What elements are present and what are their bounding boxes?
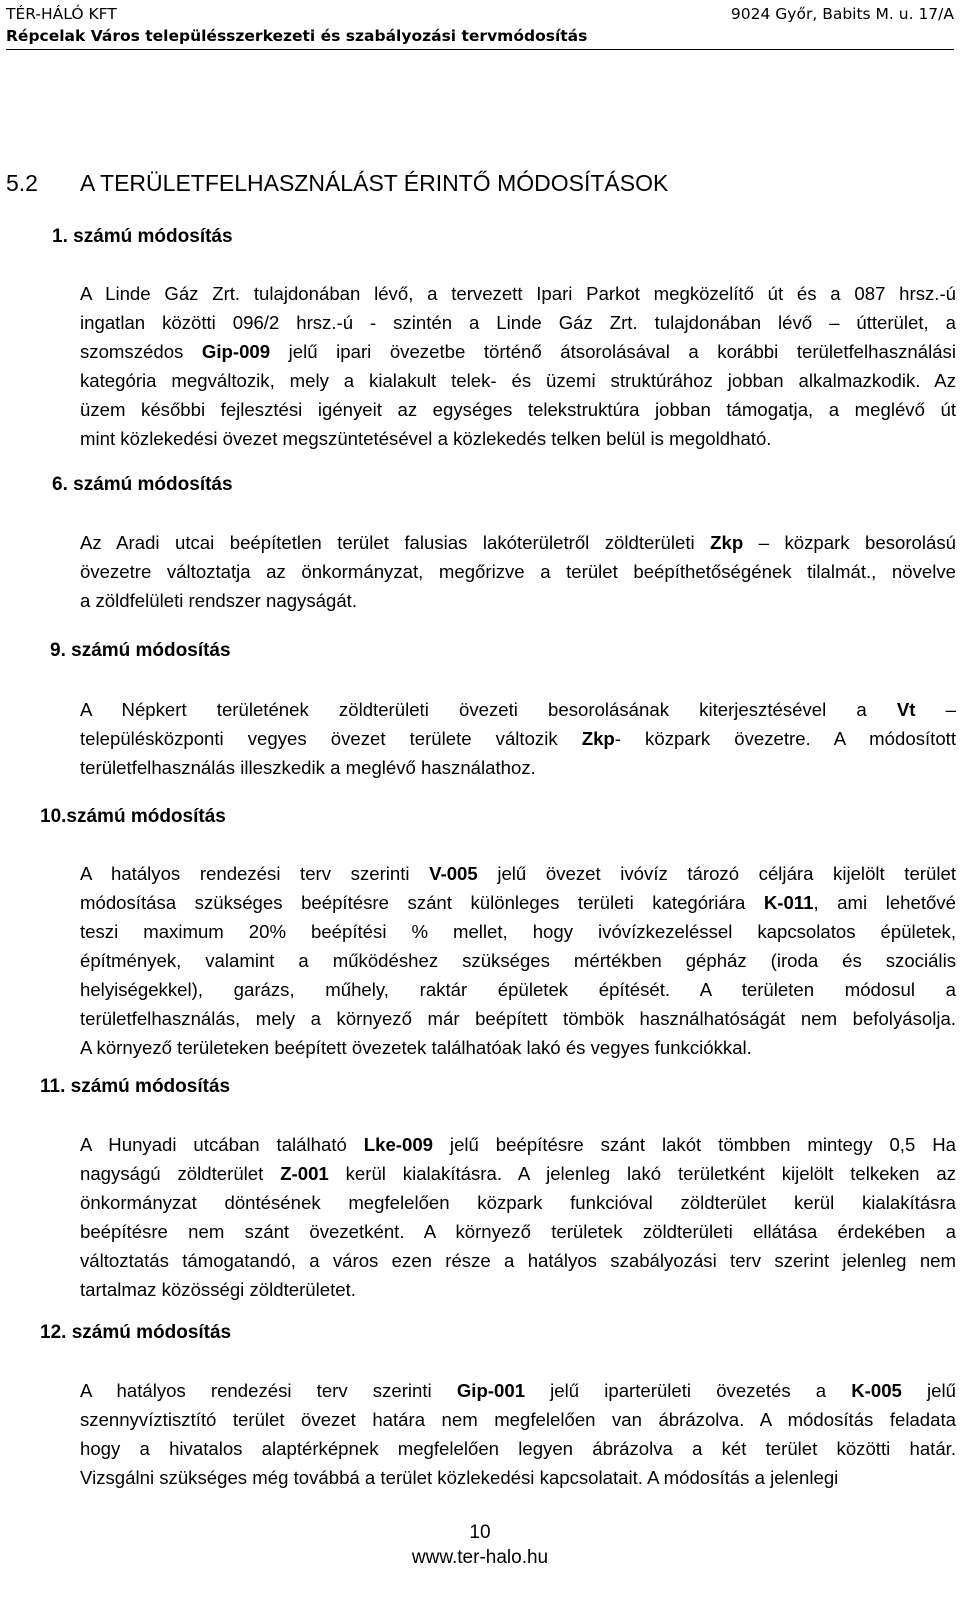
line-text: kategória megváltozik, mely a kialakult telek- és üzemi struktúrához jobban alkalmazkodik. Az (80, 370, 956, 391)
mod6-body (80, 528, 956, 615)
zone-code: Gip-009 (201, 341, 271, 362)
paragraph-line (80, 557, 956, 586)
line-text: szomszédos (80, 341, 202, 362)
line-text: ingatlan közötti 096/2 hrsz.-ú - szintén a Linde Gáz Zrt. tulajdonában lévő – útterület, a (80, 312, 956, 333)
paragraph-line (80, 1376, 956, 1405)
paragraph-line (80, 337, 956, 366)
company-address: 9024 Győr, Babits M. u. 17/A (730, 5, 954, 23)
line-text: területfelhasználás illeszkedik a meglévő használathoz. (80, 757, 536, 778)
paragraph-line (80, 366, 956, 395)
line-text: jelű övezet ivóvíz tározó céljára kijelölt terület (477, 863, 956, 884)
line-text: a zöldfelületi rendszer nagyságát. (80, 590, 358, 611)
mod11-body (80, 1130, 956, 1304)
line-text: A Linde Gáz Zrt. tulajdonában lévő, a tervezett Ipari Parkot megközelítő út és a 087 hrsz.-ú (80, 283, 956, 304)
line-text: A hatályos rendezési terv szerinti (80, 863, 430, 884)
footer-website: www.ter-halo.hu (411, 1547, 549, 1568)
zone-code: V-005 (429, 863, 478, 884)
mod1-title: 1. számú módosítás (52, 226, 233, 247)
line-text: építmények, valamint a működéshez szükséges mértékben gépház (iroda és szociális (80, 950, 956, 971)
section-number: 5.2 (6, 170, 38, 196)
line-text: hogy a hivatalos alaptérképnek megfelelően legyen ábrázolva a két terület közötti határ. (80, 1438, 956, 1459)
paragraph-line (80, 1033, 956, 1062)
line-text: Az Aradi utcai beépítetlen terület falusias lakóterületről zöldterületi (80, 532, 711, 553)
paragraph-line (80, 1159, 956, 1188)
line-text: Vizsgálni szükséges még továbbá a terület közlekedési kapcsolatait. A módosítás a jelenlegi (80, 1467, 839, 1488)
line-text: A Hunyadi utcában található (80, 1134, 364, 1155)
paragraph-line (80, 975, 956, 1004)
paragraph-line (80, 308, 956, 337)
mod12-body (80, 1376, 956, 1492)
paragraph-line (80, 888, 956, 917)
line-text: – közpark besorolású (743, 532, 956, 553)
company-name: TÉR-HÁLÓ KFT (6, 5, 117, 23)
line-text: helyiségekkel), garázs, műhely, raktár épületek építését. A területen módosul a (80, 979, 956, 1000)
line-text: kerül kialakításra. A jelenleg lakó területként kijelölt telkeken az (328, 1163, 956, 1184)
line-text: módosítása szükséges beépítésre szánt különleges területi kategóriára (80, 892, 764, 913)
line-text: - közpark övezetre. A módosított (614, 728, 956, 749)
line-text: önkormányzat döntésének megfelelően közpark funkcióval zöldterület kerül kialakításra (80, 1192, 956, 1213)
section-title: A TERÜLETFELHASZNÁLÁST ÉRINTŐ MÓDOSÍTÁSOK (80, 170, 669, 196)
paragraph-line (80, 279, 956, 308)
mod10-body (80, 859, 956, 1062)
paragraph-line (80, 395, 956, 424)
zone-code: K-011 (763, 892, 814, 913)
mod6-title: 6. számú módosítás (52, 474, 233, 495)
line-text: A környező területeken beépített övezetek találhatóak lakó és vegyes funkciókkal. (80, 1037, 752, 1058)
paragraph-line (80, 1188, 956, 1217)
mod9-body (80, 695, 956, 782)
zone-code: Lke-009 (363, 1134, 434, 1155)
paragraph-line (80, 1246, 956, 1275)
line-text: nagyságú zöldterület (80, 1163, 281, 1184)
paragraph-line (80, 528, 956, 557)
line-text: üzem későbbi fejlesztési igényeit az egységes telekstruktúra jobban támogatja, a meglévő út (80, 399, 956, 420)
zone-code: Gip-001 (456, 1380, 526, 1401)
line-text: tartalmaz közösségi zöldterületet. (80, 1279, 356, 1300)
paragraph-line (80, 1004, 956, 1033)
paragraph-line (80, 1217, 956, 1246)
line-text: jelű ipari övezetbe történő átsorolásával a korábbi területfelhasználási (270, 341, 956, 362)
line-text: szennyvíztisztító terület övezet határa nem megfelelően van ábrázolva. A módosítás feladata (80, 1409, 956, 1430)
paragraph-line (80, 1434, 956, 1463)
line-text: A hatályos rendezési terv szerinti (80, 1380, 457, 1401)
line-text: övezetre változtatja az önkormányzat, megőrizve a terület beépíthetőségének tilalmát., növelve (80, 561, 956, 582)
paragraph-line (80, 753, 956, 782)
paragraph-line (80, 859, 956, 888)
line-text: teszi maximum 20% beépítési % mellet, hogy ivóvízkezeléssel kapcsolatos épületek, (80, 921, 956, 942)
mod1-body (80, 279, 956, 453)
line-text: jelű beépítésre szánt lakót tömbben mintegy 0,5 Ha (433, 1134, 956, 1155)
line-text: településközponti vegyes övezet területe változik (80, 728, 582, 749)
zone-code: Vt (896, 699, 916, 720)
line-text: – (915, 699, 956, 720)
mod12-title: 12. számú módosítás (40, 1322, 232, 1343)
section-heading (6, 170, 668, 197)
line-text: beépítésre nem szánt övezetként. A környező területek zöldterületi ellátása érdekében a (80, 1221, 956, 1242)
line-text: A Népkert területének zöldterületi övezeti besorolásának kiterjesztésével a (80, 699, 897, 720)
line-text: jelű iparterületi övezetés a (525, 1380, 852, 1401)
line-text: jelű (901, 1380, 956, 1401)
paragraph-line (80, 695, 956, 724)
zone-code: K-005 (851, 1380, 902, 1401)
paragraph-line (80, 1275, 956, 1304)
line-text: változtatás támogatandó, a város ezen része a hatályos szabályozási terv szerint jelenleg nem (80, 1250, 956, 1271)
line-text: területfelhasználás, mely a környező már beépített tömbök használhatóságát nem befolyásolja. (80, 1008, 956, 1029)
mod10-title: 10.számú módosítás (40, 806, 226, 827)
line-text: mint közlekedési övezet megszüntetésével a közlekedés telken belül is megoldható. (80, 428, 772, 449)
line-text: , ami lehetővé (813, 892, 956, 913)
paragraph-line (80, 424, 956, 453)
project-title: Répcelak Város településszerkezeti és szabályozási tervmódosítás (6, 27, 954, 50)
paragraph-line (80, 917, 956, 946)
paragraph-line (80, 946, 956, 975)
paragraph-line (80, 724, 956, 753)
zone-code: Zkp (581, 728, 615, 749)
mod9-title: 9. számú módosítás (50, 640, 231, 661)
page-header (6, 5, 954, 27)
paragraph-line (80, 1130, 956, 1159)
paragraph-line (80, 1463, 956, 1492)
mod11-title: 11. számú módosítás (40, 1076, 231, 1097)
zone-code: Z-001 (280, 1163, 329, 1184)
paragraph-line (80, 1405, 956, 1434)
paragraph-line (80, 586, 956, 615)
zone-code: Zkp (710, 532, 744, 553)
page-number: 10 (469, 1522, 491, 1543)
